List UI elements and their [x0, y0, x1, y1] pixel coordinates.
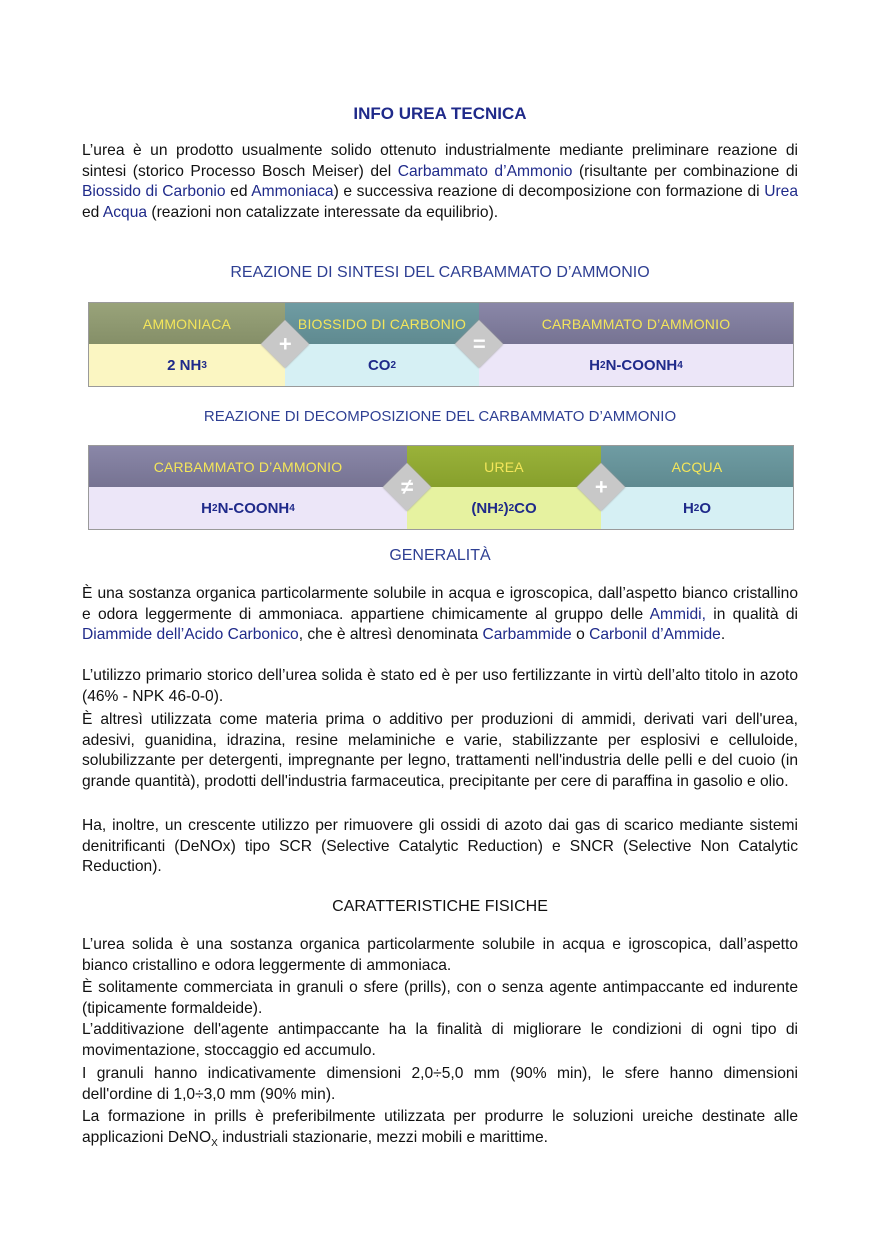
term-urea: Urea: [764, 183, 798, 201]
cell-formula: (NH 2 ) 2 CO: [407, 487, 601, 529]
intro-text: (reazioni non catalizzate interessate da equilibrio).: [147, 203, 499, 221]
reaction2-cell-carbammato: [89, 446, 407, 529]
cell-formula: H 2 O: [601, 487, 793, 529]
cell-formula: H 2 N-COONH 4: [479, 344, 793, 386]
generalita-paragraph-1: È una sostanza organica particolarmente solubile in acqua e igroscopica, dall’aspetto bianco cristallino e odora leggermente di ammoniaca. appartiene chimicamente al gruppo delle Ammidi, in qualità di Diammide dell’Acido Carbonico, che è altresì denominata Carbammide o Carbonil d’Ammide.: [82, 585, 798, 644]
reaction2-cell-urea: [407, 446, 601, 529]
term-ammoniaca: Ammoniaca: [251, 183, 334, 201]
reaction1-cell-ammoniaca: [89, 303, 285, 386]
plus-operator: +: [577, 463, 625, 511]
intro-text: ed: [225, 183, 252, 201]
generalita-paragraph-4: Ha, inoltre, un crescente utilizzo per rimuovere gli ossidi di azoto dai gas di scarico mediante sistemi denitrificanti (DeNOx) tipo SCR (Selective Catalytic Reduction) e SNCR (Selective Non Catalytic Reduction).: [82, 817, 798, 876]
term-ammidi: Ammidi,: [649, 605, 706, 623]
intro-text: L’urea è un prodotto usualmente solido ottenuto industrialmente mediante preliminare reazione di sintesi (storico Processo Bosch Meiser) del: [82, 142, 798, 180]
caratteristiche-paragraph-3: L’additivazione dell'agente antimpaccante ha la finalità di migliorare le condizioni di ogni tipo di movimentazione, stoccaggio ed accumulo.: [82, 1021, 798, 1059]
cell-formula: 2 NH 3: [89, 344, 285, 386]
reaction1-diagram: [88, 302, 794, 387]
intro-text: (risultante per combinazione di: [572, 162, 798, 180]
caratteristiche-paragraph-5: La formazione in prills è preferibilmente utilizzata per produrre le soluzioni ureiche destinate alle applicazioni DeNO$_X$ industriali stazionarie, mezzi mobili e marittime.: [82, 1108, 798, 1149]
cell-label: BIOSSIDO DI CARBONIO: [285, 303, 479, 344]
term-biossido: Biossido di Carbonio: [82, 183, 226, 201]
cell-label: UREA: [407, 446, 601, 487]
reaction1-cell-biossido: [285, 303, 479, 386]
reaction2-diagram: [88, 445, 794, 530]
term-carbammato: Carbammato d’Ammonio: [397, 162, 573, 180]
page-title: INFO UREA TECNICA: [353, 104, 527, 123]
cell-formula: H 2 N-COONH 4: [89, 487, 407, 529]
equals-operator: =: [455, 320, 503, 368]
reaction1-heading: REAZIONE DI SINTESI DEL CARBAMMATO D’AMMONIO: [230, 264, 650, 281]
caratteristiche-heading: CARATTERISTICHE FISICHE: [332, 898, 548, 915]
generalita-paragraph-3: È altresì utilizzata come materia prima o additivo per produzioni di ammidi, derivati vari dell'urea, adesivi, guanidina, idrazina, resine melaminiche e varie, stabilizzante per esplosivi e celluloide, solubilizzante per detergenti, impregnante per legno, trattamenti nell'industria delle pelli e del cuoio (in grande quantità), prodotti dell'industria farmaceutica, precipitante per cere di paraffina in gasolio e olio.: [82, 711, 798, 790]
not-equal-operator: ≠: [383, 463, 431, 511]
reaction1-cell-carbammato: [479, 303, 793, 386]
reaction2-heading: REAZIONE DI DECOMPOSIZIONE DEL CARBAMMATO D’AMMONIO: [203, 408, 677, 425]
cell-formula: CO 2: [285, 344, 479, 386]
term-diammide: Diammide dell’Acido Carbonico: [82, 626, 299, 644]
caratteristiche-paragraph-4: I granuli hanno indicativamente dimensioni 2,0÷5,0 mm (90% min), le sfere hanno dimensioni dell'ordine di 1,0÷3,0 mm (90% min).: [82, 1065, 798, 1103]
term-acqua: Acqua: [102, 203, 148, 221]
reaction2-cell-acqua: [601, 446, 793, 529]
intro-paragraph: [82, 141, 798, 223]
plus-operator: +: [261, 320, 309, 368]
generalita-paragraph-2: L’utilizzo primario storico dell’urea solida è stato ed è per uso fertilizzante in virtù dell’alto titolo in azoto (46% - NPK 46-0-0).: [82, 667, 798, 705]
cell-label: AMMONIACA: [89, 303, 285, 344]
intro-text: ) e successiva reazione di decomposizione con formazione di: [333, 183, 765, 201]
caratteristiche-paragraph-2: È solitamente commerciata in granuli o sfere (prills), con o senza agente antimpaccante ed indurente (tipicamente formaldeide).: [82, 979, 798, 1017]
cell-label: ACQUA: [601, 446, 793, 487]
caratteristiche-paragraph-1: L’urea solida è una sostanza organica particolarmente solubile in acqua e igroscopica, dall’aspetto bianco cristallino e odora leggermente di ammoniaca.: [82, 936, 798, 974]
term-carbammide: Carbammide: [482, 626, 572, 644]
intro-text: ed: [82, 203, 103, 221]
cell-label: CARBAMMATO D’AMMONIO: [479, 303, 793, 344]
generalita-heading: GENERALITÀ: [389, 547, 491, 564]
term-carbonil: Carbonil d’Ammide: [589, 626, 721, 644]
cell-label: CARBAMMATO D’AMMONIO: [89, 446, 407, 487]
